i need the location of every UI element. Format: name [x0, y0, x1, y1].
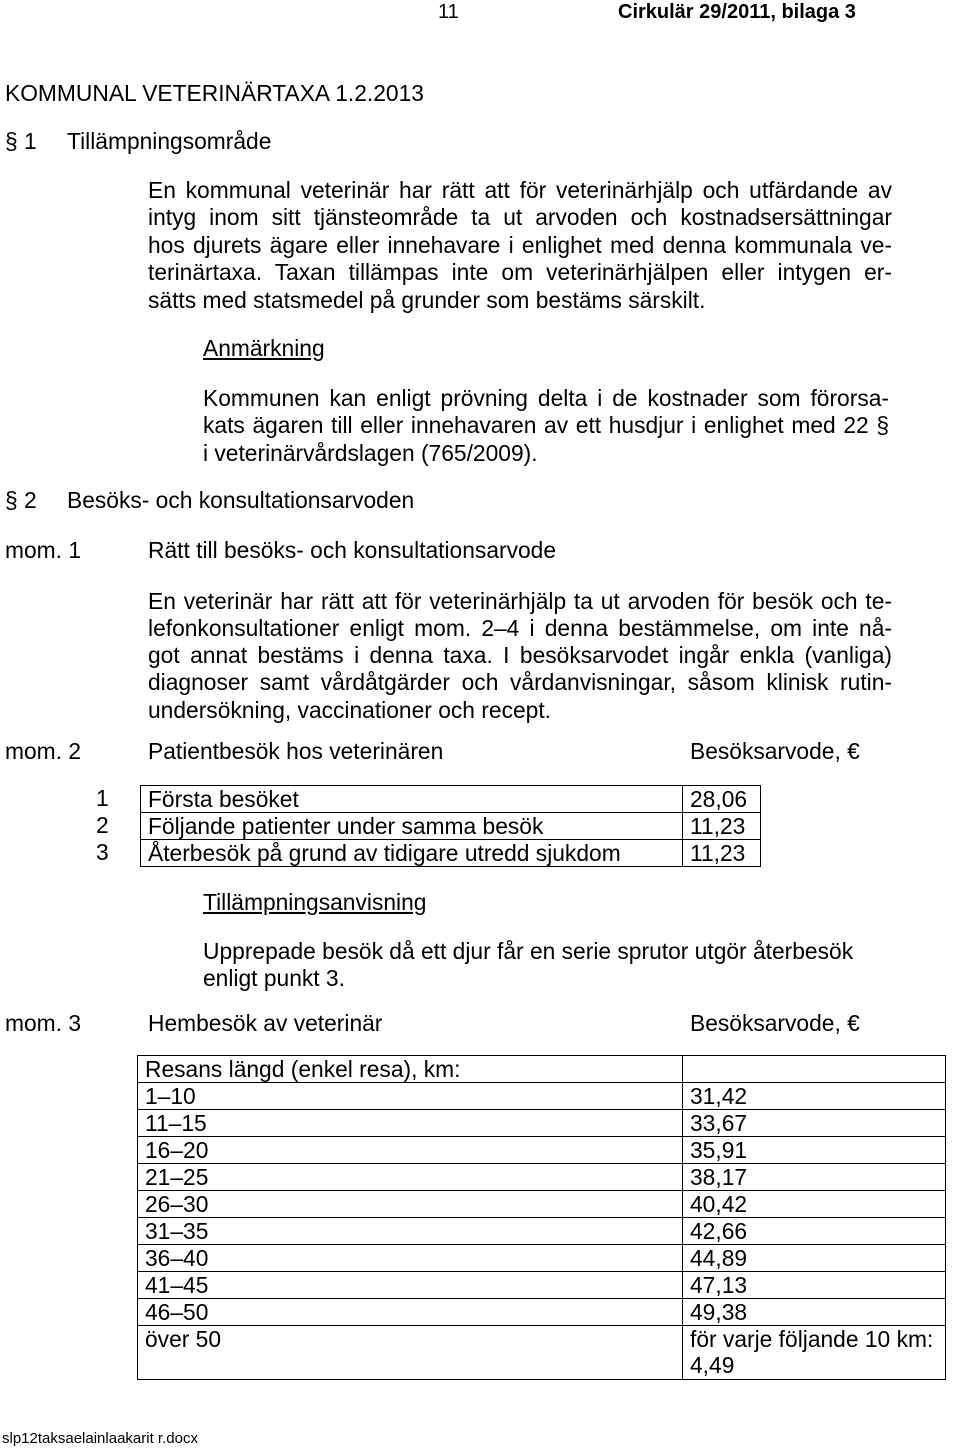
table-cell-distance: 41–45	[138, 1272, 683, 1299]
fee-note: för varje följande 10 km:	[690, 1326, 934, 1352]
paragraph-line: intyg inom sitt tjänsteområde ta ut arvoden och kostnadsersättningar	[148, 204, 892, 230]
table-cell-distance: 11–15	[138, 1110, 683, 1137]
table-cell-fee: 44,89	[683, 1245, 946, 1272]
note-line: kats ägaren till eller innehavaren av ett husdjur i enlighet med 22 §	[203, 412, 889, 438]
table-cell-fee: 33,67	[683, 1110, 946, 1137]
table-cell-distance: 31–35	[138, 1218, 683, 1245]
table-cell-fee: 49,38	[683, 1299, 946, 1326]
row-number: 1	[96, 785, 109, 811]
page-number: 11	[438, 1, 459, 23]
table-cell-empty	[683, 1056, 946, 1083]
paragraph-line: En kommunal veterinär har rätt att för veterinärhjälp och utfärdande av	[148, 176, 892, 203]
circular-reference: Cirkulär 29/2011, bilaga 3	[618, 1, 856, 23]
mom-label: mom. 1	[5, 536, 82, 563]
table-cell-distance: 1–10	[138, 1083, 683, 1110]
paragraph-line: hos djurets ägare eller innehavare i enlighet med denna kommunala ve-	[148, 231, 892, 258]
table-cell-fee: 47,13	[683, 1272, 946, 1299]
table-cell-fee	[683, 1326, 946, 1380]
table-cell-item: Återbesök på grund av tidigare utredd sjukdom	[141, 840, 683, 867]
table-cell-item: Följande patienter under samma besök	[141, 813, 683, 840]
fee-value: 4,49	[690, 1352, 735, 1378]
table-cell-fee: 38,17	[683, 1164, 946, 1191]
patient-visit-fee-table	[140, 785, 761, 867]
section-number: 1	[24, 128, 37, 154]
paragraph-line: lefonkonsultationer enligt mom. 2–4 i denna bestämmelse, om inte nå-	[148, 614, 892, 641]
table-cell-item: Första besöket	[141, 786, 683, 813]
row-number: 3	[96, 839, 109, 865]
table-cell-fee: 11,23	[683, 840, 761, 867]
footer-filename: slp12taksaelainlaakarit r.docx	[2, 1430, 198, 1447]
table-cell-distance: 16–20	[138, 1137, 683, 1164]
paragraph-line: got annat bestäms i denna taxa. I besöksarvodet ingår enkla (vanliga)	[148, 642, 892, 669]
table-cell-fee: 40,42	[683, 1191, 946, 1218]
guidance-line: enligt punkt 3.	[203, 965, 345, 991]
note-line: Kommunen kan enligt prövning delta i de kostnader som förorsa-	[203, 384, 889, 411]
section-title: Tillämpningsområde	[67, 128, 272, 154]
paragraph-line: sätts med statsmedel på grunder som bestäms särskilt.	[148, 286, 706, 313]
section-title: Besöks- och konsultationsarvoden	[67, 486, 415, 513]
table-heading-cell: Resans längd (enkel resa), km:	[138, 1056, 683, 1083]
paragraph-line: undersökning, vaccinationer och recept.	[148, 696, 551, 723]
fee-column-heading: Besöksarvode, €	[690, 1009, 860, 1036]
table-cell-fee: 28,06	[683, 786, 761, 813]
table-cell-distance	[138, 1326, 683, 1380]
mom-heading: Hembesök av veterinär	[148, 1009, 383, 1036]
guidance-heading: Tillämpningsanvisning	[203, 888, 427, 915]
section-number: 2	[24, 486, 37, 513]
document-title: KOMMUNAL VETERINÄRTAXA 1.2.2013	[5, 80, 424, 106]
guidance-line: Upprepade besök då ett djur får en serie sprutor utgör återbesök	[203, 937, 854, 964]
mom-label: mom. 2	[5, 737, 82, 764]
note-line: i veterinärvårdslagen (765/2009).	[203, 439, 538, 466]
table-cell-fee: 31,42	[683, 1083, 946, 1110]
fee-column-heading: Besöksarvode, €	[690, 737, 860, 764]
table-cell-distance: 46–50	[138, 1299, 683, 1326]
mom-heading: Rätt till besöks- och konsultationsarvode	[148, 536, 557, 563]
table-cell-distance: 36–40	[138, 1245, 683, 1272]
distance-label: över 50	[145, 1326, 222, 1352]
paragraph-line: En veterinär har rätt att för veterinärhjälp ta ut arvoden för besök och te-	[148, 587, 892, 614]
table-cell-fee: 35,91	[683, 1137, 946, 1164]
table-cell-distance: 21–25	[138, 1164, 683, 1191]
section-symbol: §	[5, 128, 18, 154]
note-heading: Anmärkning	[203, 334, 325, 361]
table-cell-distance: 26–30	[138, 1191, 683, 1218]
row-number: 2	[96, 812, 109, 838]
home-visit-fee-table	[137, 1055, 946, 1380]
mom-heading: Patientbesök hos veterinären	[148, 737, 444, 764]
table-cell-fee: 42,66	[683, 1218, 946, 1245]
mom-label: mom. 3	[5, 1009, 82, 1036]
section-symbol: §	[5, 486, 18, 513]
table-cell-fee: 11,23	[683, 813, 761, 840]
paragraph-line: diagnoser samt vårdåtgärder och vårdanvisningar, såsom klinisk rutin-	[148, 669, 892, 696]
paragraph-line: terinärtaxa. Taxan tillämpas inte om veterinärhjälpen eller intygen er-	[148, 259, 892, 285]
